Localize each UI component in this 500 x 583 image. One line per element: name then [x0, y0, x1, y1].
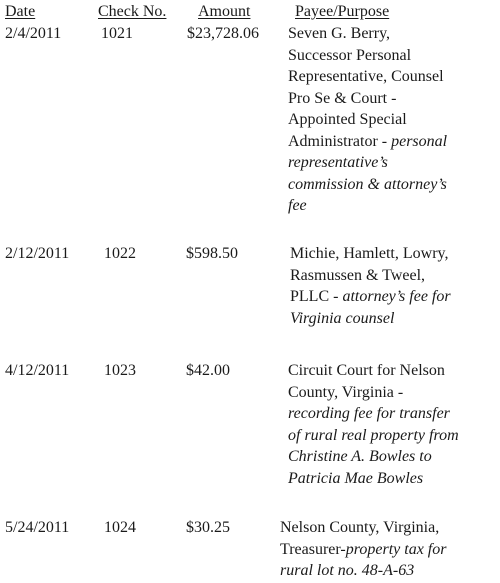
payee-line — [288, 468, 459, 490]
header-amount: Amount — [198, 3, 251, 20]
payee-name-text: County, Virginia - — [288, 383, 404, 401]
payee-purpose-text: representative’s — [288, 154, 388, 171]
payee-purpose-text: rural lot no. 48-A-63 — [280, 562, 415, 579]
row-date: 2/12/2011 — [5, 245, 70, 262]
payee-line — [288, 88, 447, 110]
payee-purpose-text: Christine A. Bowles to — [288, 448, 432, 465]
payee-purpose-text: Patricia Mae Bowles — [288, 469, 424, 487]
payee-name-text: Michie, Hamlett, Lowry, — [290, 245, 449, 262]
row-date: 5/24/2011 — [5, 519, 70, 536]
row-check-no: 1023 — [104, 362, 136, 379]
payee-purpose-text: recording fee for transfer — [288, 405, 450, 422]
payee-name-text: Pro Se & Court - — [288, 89, 397, 107]
row-amount: $42.00 — [186, 362, 230, 379]
payee-line — [288, 45, 447, 67]
row-payee-purpose — [290, 243, 451, 329]
payee-name-text: Nelson County, Virginia, — [280, 519, 440, 536]
row-date: 4/12/2011 — [5, 362, 70, 379]
payee-line — [288, 403, 459, 425]
payee-purpose-text: property tax for — [345, 540, 447, 558]
row-payee-purpose — [280, 517, 446, 582]
payee-name-text: Treasurer- — [280, 540, 346, 558]
payee-line — [288, 195, 447, 217]
payee-line — [280, 517, 446, 539]
payee-name-text: Representative, Counsel — [288, 68, 444, 85]
payee-name-text: Rasmussen & Tweel, — [290, 266, 426, 284]
payee-line — [280, 560, 446, 582]
payee-line — [288, 23, 447, 45]
payee-purpose-text: commission & attorney’s — [288, 175, 447, 193]
payee-name-text: Administrator - — [288, 132, 392, 150]
payee-name-text: Appointed Special — [288, 111, 407, 128]
payee-purpose-text: attorney’s fee for — [342, 288, 451, 305]
row-date: 2/4/2011 — [5, 25, 62, 42]
row-check-no: 1022 — [104, 245, 136, 262]
row-check-no: 1021 — [101, 25, 133, 42]
payee-name-text: Seven G. Berry, — [288, 25, 391, 42]
payee-name-text: Successor Personal — [288, 46, 412, 64]
payee-line — [290, 243, 451, 265]
payee-line — [288, 360, 459, 382]
payee-line — [288, 131, 447, 153]
payee-line — [288, 425, 459, 447]
payee-line — [280, 539, 446, 561]
payee-line — [288, 382, 459, 404]
row-check-no: 1024 — [104, 519, 136, 536]
payee-line — [290, 286, 451, 308]
row-amount: $23,728.06 — [187, 25, 259, 42]
payee-line — [288, 174, 447, 196]
payee-line — [288, 446, 459, 468]
row-amount: $30.25 — [186, 519, 230, 536]
header-date: Date — [5, 3, 36, 20]
payee-name-text: Circuit Court for Nelson — [288, 362, 445, 379]
payee-line — [290, 265, 451, 287]
row-amount: $598.50 — [186, 245, 238, 262]
payee-line — [288, 152, 447, 174]
payee-name-text: PLLC - — [290, 288, 343, 305]
row-payee-purpose — [288, 360, 459, 489]
payee-purpose-text: personal — [391, 132, 448, 150]
payee-line — [288, 109, 447, 131]
payee-purpose-text: of rural real property from — [288, 426, 459, 444]
payee-purpose-text: Virginia counsel — [290, 309, 395, 327]
payee-purpose-text: fee — [288, 197, 307, 214]
header-check-no: Check No. — [98, 3, 167, 20]
payee-line — [290, 308, 451, 330]
row-payee-purpose — [288, 23, 447, 217]
payee-line — [288, 66, 447, 88]
header-payee-purpose: Payee/Purpose — [295, 3, 390, 20]
